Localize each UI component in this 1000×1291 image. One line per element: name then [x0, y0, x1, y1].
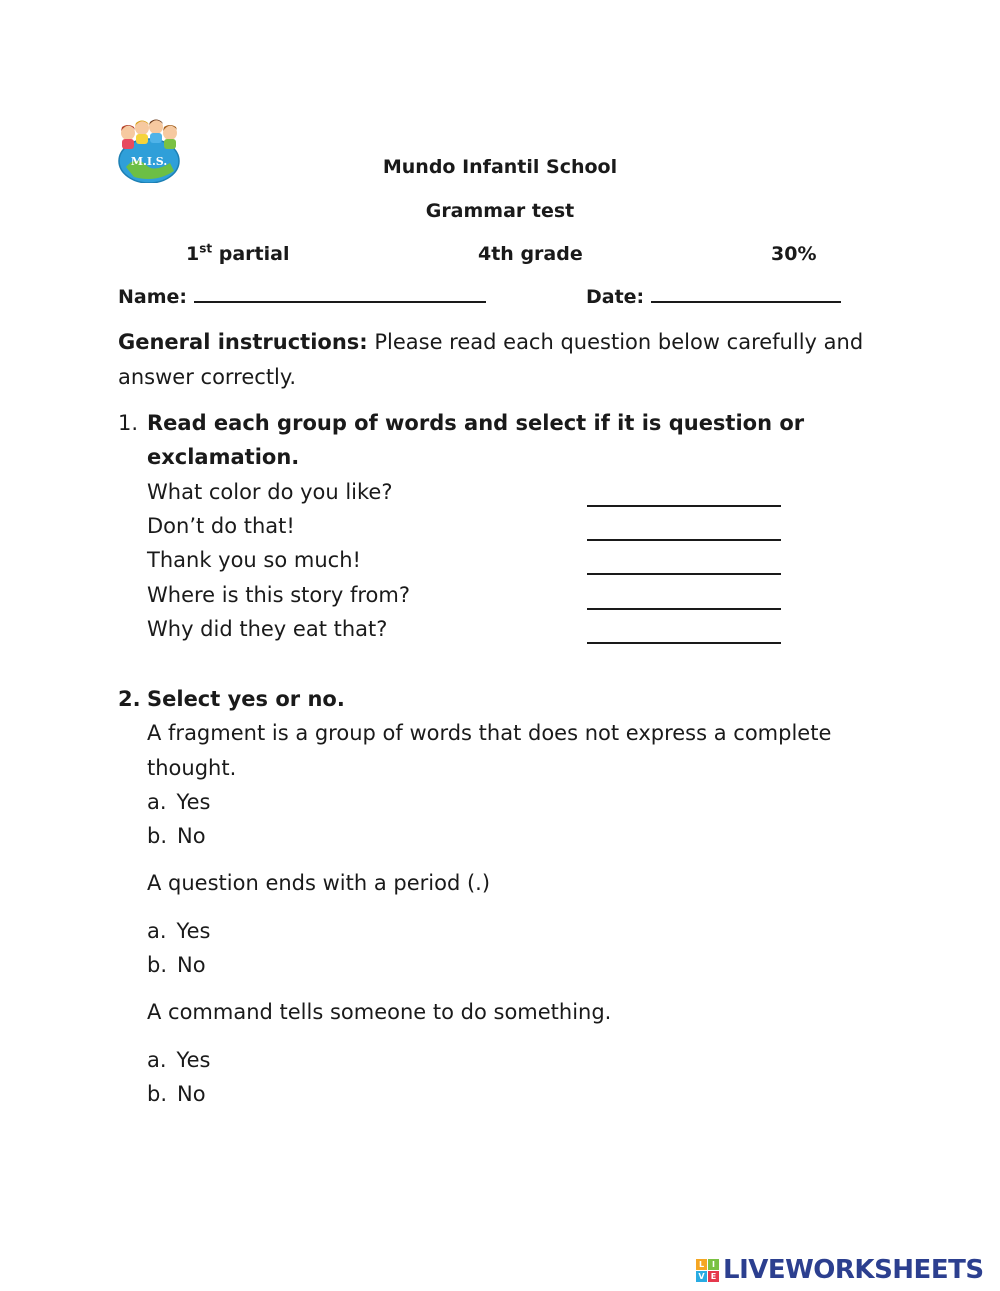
- instructions-label: General instructions:: [118, 330, 368, 354]
- q1-answer-blank[interactable]: [587, 642, 781, 644]
- q1-item: What color do you like?: [147, 480, 393, 504]
- q1-answer-blank[interactable]: [587, 573, 781, 575]
- q1-item: Why did they eat that?: [147, 617, 388, 641]
- liveworksheets-blocks-icon: L I V E: [696, 1259, 719, 1282]
- q2-statement: A question ends with a period (.): [147, 871, 491, 895]
- q2-prompt: Select yes or no.: [147, 687, 345, 711]
- q2-option-no[interactable]: b. No: [147, 953, 206, 977]
- q2-statement: A fragment is a group of words that does not express a complete: [147, 721, 832, 745]
- logo-text: M.I.S.: [130, 155, 168, 168]
- test-title: Grammar test: [425, 200, 575, 222]
- partial-label: 1st partial: [186, 241, 290, 265]
- date-blank[interactable]: [651, 301, 841, 303]
- q2-number: 2.: [118, 687, 141, 711]
- weight-label: 30%: [771, 243, 817, 265]
- date-field[interactable]: [586, 286, 841, 308]
- date-label: Date:: [586, 286, 645, 308]
- q1-answer-blank[interactable]: [587, 505, 781, 507]
- q2-statement-continued: thought.: [147, 756, 237, 780]
- q1-number: 1.: [118, 411, 139, 435]
- q1-answer-blank[interactable]: [587, 608, 781, 610]
- liveworksheets-brand: LIVEWORKSHEETS: [723, 1255, 984, 1285]
- q1-answer-blank[interactable]: [587, 539, 781, 541]
- q1-item: Thank you so much!: [147, 548, 361, 572]
- q2-option-yes[interactable]: a. Yes: [147, 790, 211, 814]
- instructions-line-1: General instructions: Please read each question below carefully and: [118, 330, 864, 354]
- q2-option-no[interactable]: b. No: [147, 1082, 206, 1106]
- instructions-line-2: answer correctly.: [118, 365, 296, 389]
- name-label: Name:: [118, 286, 188, 308]
- q2-option-yes[interactable]: a. Yes: [147, 1048, 211, 1072]
- q1-prompt-line-2: exclamation.: [147, 445, 300, 469]
- q1-item: Where is this story from?: [147, 583, 410, 607]
- q2-option-no[interactable]: b. No: [147, 824, 206, 848]
- q1-item: Don’t do that!: [147, 514, 295, 538]
- q2-option-yes[interactable]: a. Yes: [147, 919, 211, 943]
- name-blank[interactable]: [194, 301, 486, 303]
- q1-prompt-line-1: Read each group of words and select if it is question or: [147, 411, 805, 435]
- liveworksheets-logo[interactable]: [696, 1254, 984, 1286]
- school-name: Mundo Infantil School: [382, 156, 618, 178]
- grade-label: 4th grade: [478, 243, 583, 265]
- q2-statement: A command tells someone to do something.: [147, 1000, 612, 1024]
- name-field[interactable]: [118, 286, 486, 308]
